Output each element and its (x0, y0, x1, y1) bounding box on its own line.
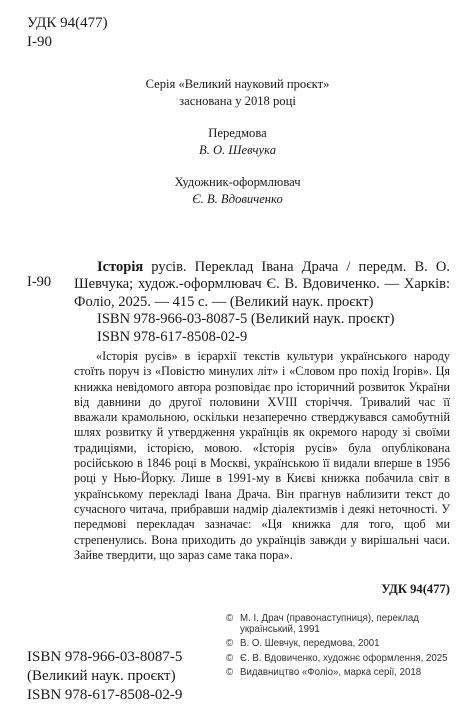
catalog-isbn-2: ISBN 978-617-8508-02-9 (97, 328, 248, 345)
catalog-code-top: І-90 (27, 34, 52, 50)
copyright-item (226, 613, 452, 635)
catalog-isbn-1: ISBN 978-966-03-8087-5 (Великий наук. проєкт) (97, 311, 395, 328)
copyright-text: Видавництво «Фоліо», марка серії, 2018 (240, 666, 422, 678)
copyright-item (226, 653, 452, 664)
isbn-bottom-line-1: ISBN 978-966-03-8087-5 (27, 649, 183, 665)
copyright-symbol: © (226, 613, 234, 624)
isbn-bottom-line-2: (Великий наук. проєкт) (27, 668, 176, 684)
isbn-bottom-line-3: ISBN 978-617-8508-02-9 (27, 687, 183, 703)
designer-name: Є. В. Вдовиченко (192, 192, 283, 206)
udk-top-block (27, 14, 108, 52)
copyright-symbol: © (226, 652, 234, 664)
annotation-text: «Історія русів» в ієрархії текстів культури українського народу стоїть поруч із «Повістю минулих літ» і «Словом про похід Ігорів». Ця книжка невідомого автора розповідає про історичний розвиток України від давнини до другої половини XVIII сторіччя. Тривалий час її вважали крамольною, оскільки незаперечно стверджувався самобутній шлях розвитку й утвердження українців як окремого народу зі своїми традиціями, історією, мовою. «Історія русів» була опублікована російською в 1846 році в Москві, українською її видали вперше в 1956 році у Нью-Йорку. Лише в 1991-му в Києві книжка побачила світ в українському перекладі Івана Драча. Він прагнув наблизити текст до сучасного читача, прибравши надмір діалектизмів і деякі неточності. У передмові перекладач зазначає: «Ця книжка для того, щоб ми стрепенулись. Вона приходить до українців завжди у вирішальні часи. Зайве твердити, що зараз саме така пора». (74, 349, 450, 562)
copyright-text: В. О. Шевчук, передмова, 2001 (240, 638, 380, 650)
copyright-symbol: © (226, 638, 234, 650)
catalog-code-side: І-90 (27, 274, 52, 290)
copyright-item (226, 638, 452, 649)
series-line-2: заснована у 2018 році (179, 94, 296, 108)
copyright-item (226, 667, 452, 678)
designer-info (0, 174, 475, 208)
foreword-info (0, 125, 475, 159)
series-info (0, 76, 475, 110)
series-line-1: Серія «Великий науковий проєкт» (145, 77, 330, 91)
copyright-symbol: © (226, 666, 234, 678)
foreword-name: В. О. Шевчука (198, 143, 277, 157)
copyright-text: Є. В. Вдовиченко, художнє оформлення, 2025 (240, 652, 448, 664)
copyright-list (226, 613, 452, 681)
catalog-entry (74, 259, 450, 346)
isbn-bottom-block (27, 648, 182, 705)
udk-bottom: УДК 94(477) (381, 582, 450, 596)
udk-code: УДК 94(477) (27, 15, 108, 31)
copyright-text: М. І. Драч (правонаступниця), переклад український, 1991 (240, 613, 419, 636)
catalog-title: Історія (97, 259, 144, 275)
designer-label: Художник-оформлювач (174, 175, 301, 189)
foreword-label: Передмова (208, 126, 267, 140)
catalog-description: русів. Переклад Івана Драча / передм. В. О. Шевчука; худож.-оформлювач Є. В. Вдовиченко. — Харків: Фоліо, 2025. — 415 с. — (Великий наук. проєкт) (74, 259, 450, 310)
